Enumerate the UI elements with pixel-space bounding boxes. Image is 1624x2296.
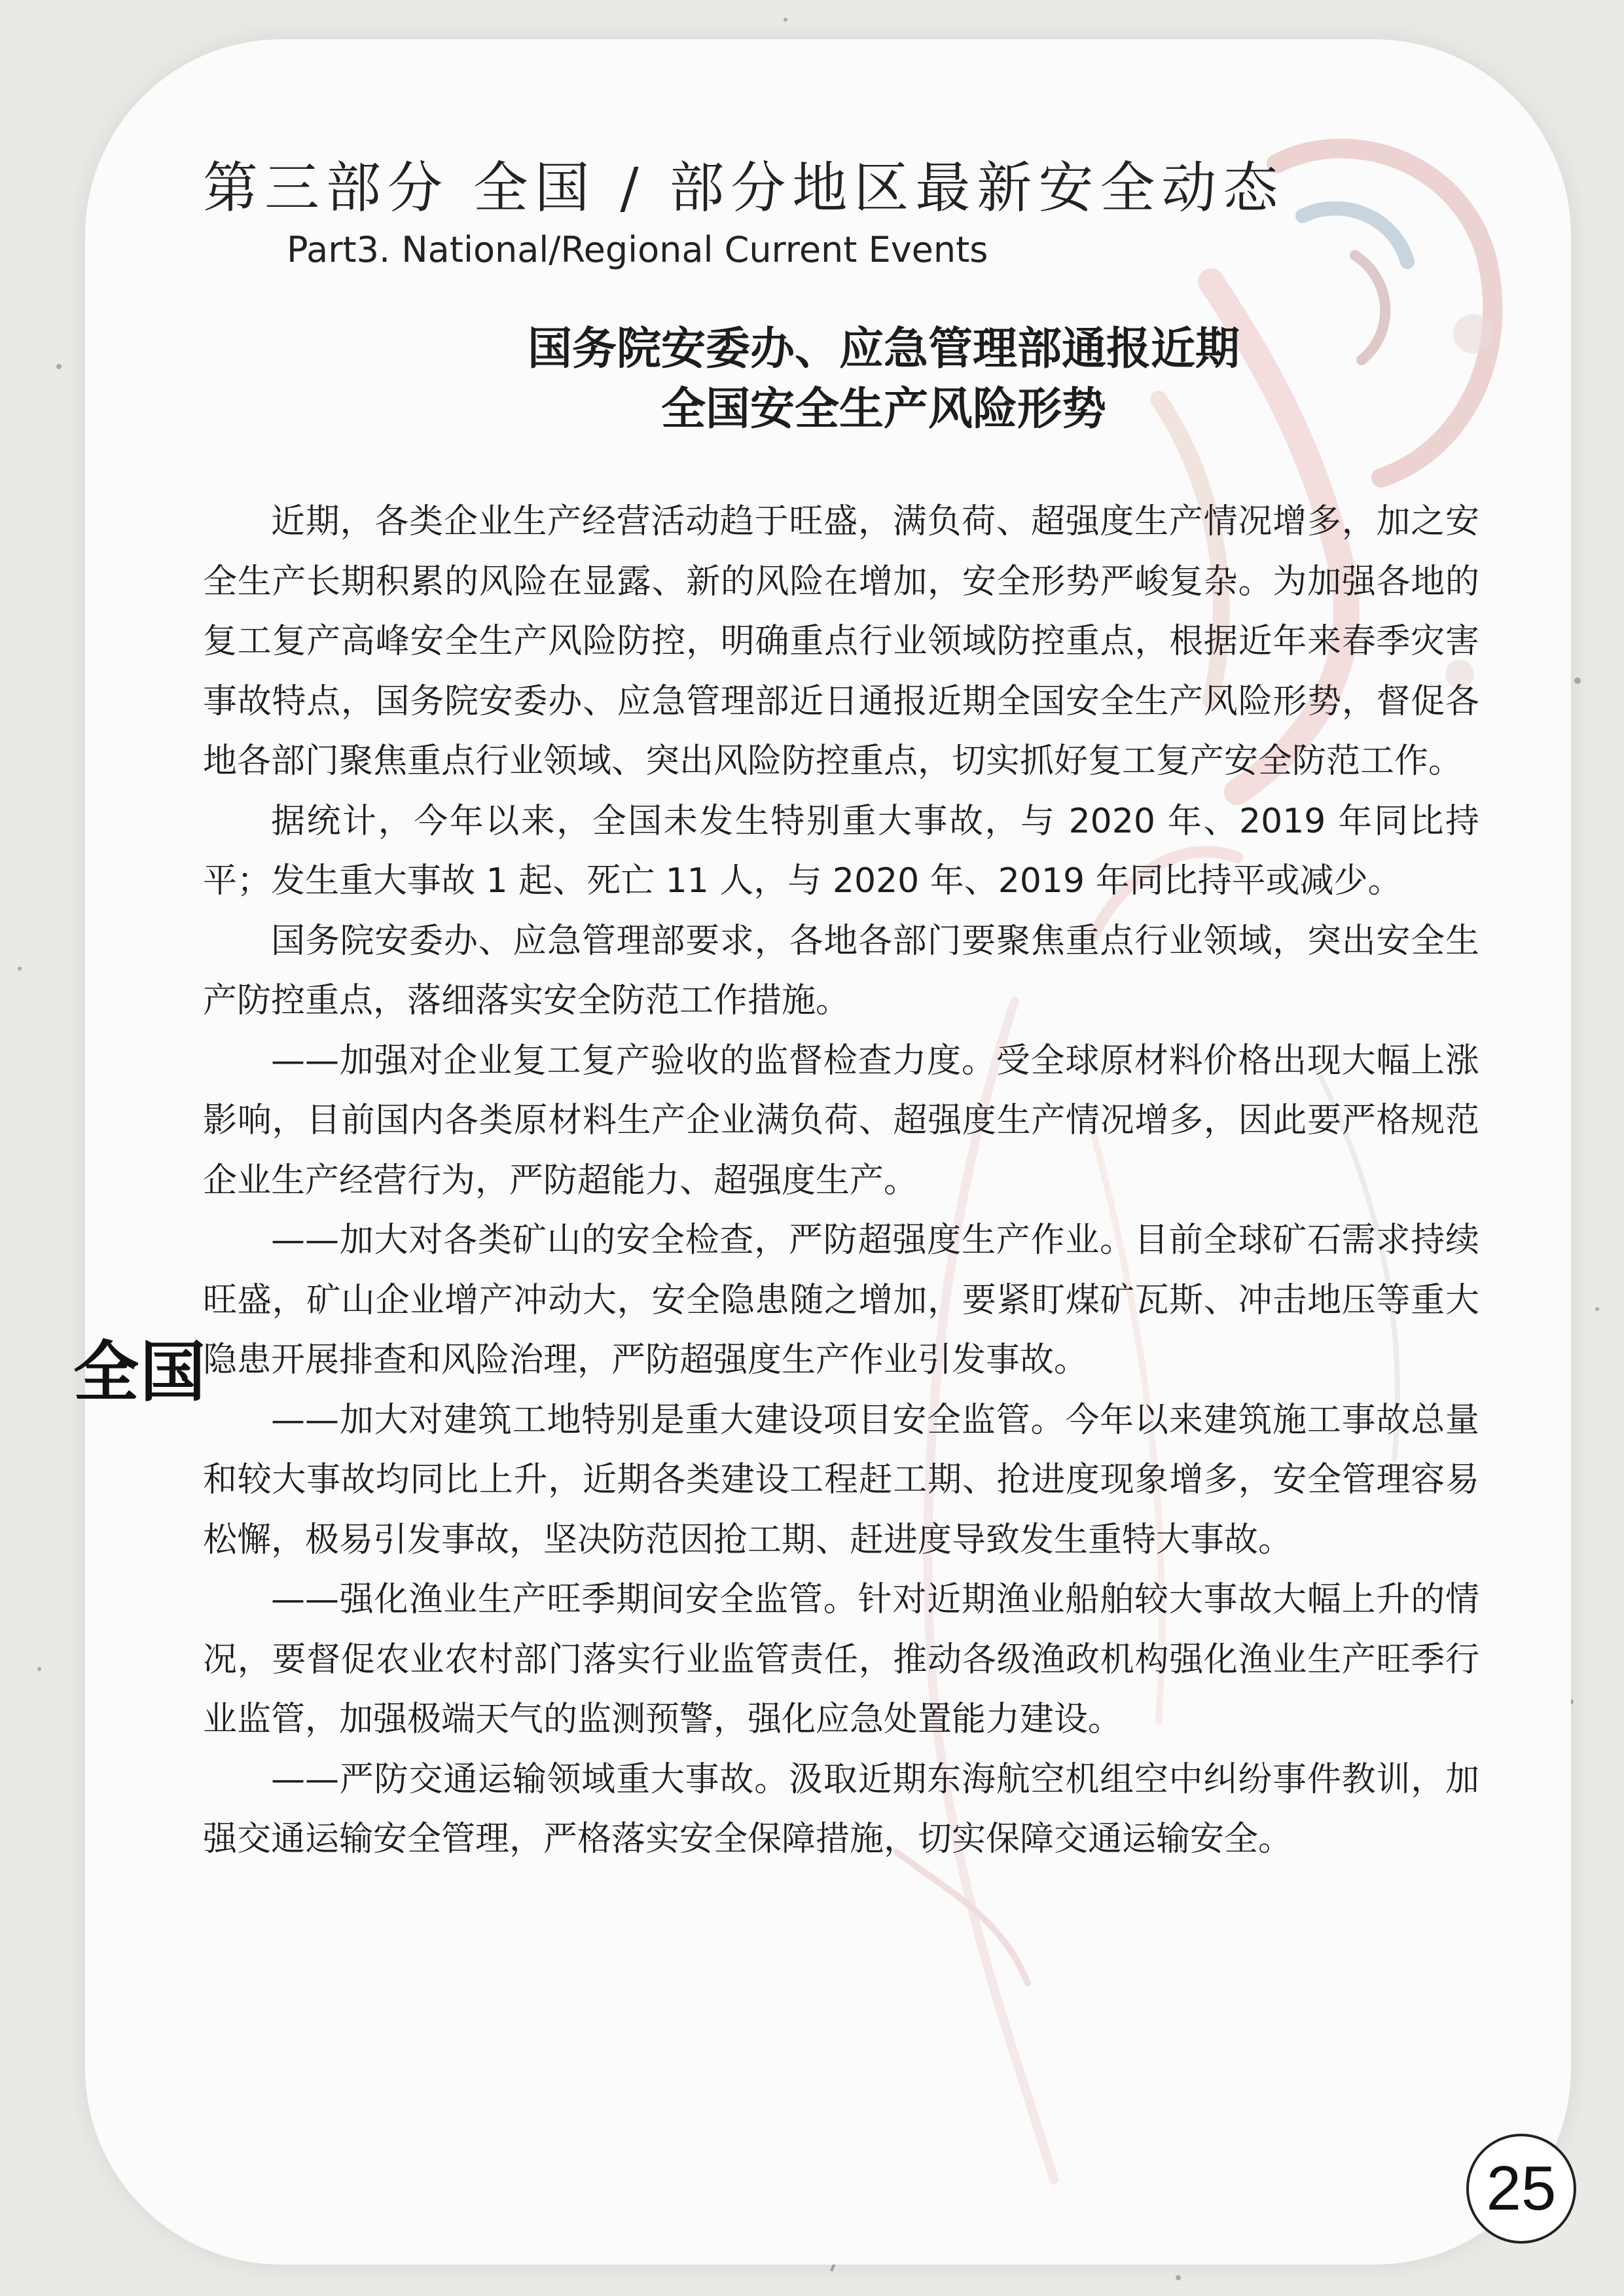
- paragraph: 近期，各类企业生产经营活动趋于旺盛，满负荷、超强度生产情况增多，加之安全生产长期积累的风险在显露、新的风险在增加，安全形势严峻复杂。为加强各地的复工复产高峰安全生产风险防控，明确重点行业领域防控重点，根据近年来春季灾害事故特点，国务院安委办、应急管理部近日通报近期全国安全生产风险形势，督促各地各部门聚焦重点行业领域、突出风险防控重点，切实抓好复工复产安全防范工作。: [203, 502, 1479, 781]
- paragraph: ——加大对建筑工地特别是重大建设项目安全监管。今年以来建筑施工事故总量和较大事故均同比上升，近期各类建设工程赶工期、抢进度现象增多，安全管理容易松懈，极易引发事故，坚决防范因抢工期、赶进度导致发生重特大事故。: [203, 1400, 1479, 1560]
- paragraph: ——严防交通运输领域重大事故。汲取近期东海航空机组空中纠纷事件教训，加强交通运输安全管理，严格落实安全保障措施，切实保障交通运输安全。: [203, 1759, 1479, 1859]
- article-body: [203, 492, 1479, 1870]
- section-side-label: 全国: [73, 1334, 207, 1410]
- part-subtitle: Part3. National/Regional Current Events: [287, 229, 988, 270]
- paragraph: 据统计，今年以来，全国未发生特别重大事故，与 2020 年、2019 年同比持平；发生重大事故 1 起、死亡 11 人，与 2020 年、2019 年同比持平或减少。: [203, 801, 1479, 901]
- paragraph: ——加大对各类矿山的安全检查，严防超强度生产作业。目前全球矿石需求持续旺盛，矿山企业增产冲动大，安全隐患随之增加，要紧盯煤矿瓦斯、冲击地压等重大隐患开展排查和风险治理，严防超强度生产作业引发事故。: [203, 1221, 1479, 1380]
- part-title: 第三部分 全国 / 部分地区最新安全动态: [203, 156, 1285, 220]
- paragraph: ——加强对企业复工复产验收的监督检查力度。受全球原材料价格出现大幅上涨影响，目前国内各类原材料生产企业满负荷、超强度生产情况增多，因此要严格规范企业生产经营行为，严防超能力、超强度生产。: [203, 1041, 1479, 1200]
- page-number: 25: [1466, 2134, 1576, 2244]
- article-title-line-1: 国务院安委办、应急管理部通报近期: [527, 323, 1240, 375]
- paragraph: 国务院安委办、应急管理部要求，各地各部门要聚焦重点行业领域，突出安全生产防控重点，落细落实安全防范工作措施。: [203, 921, 1479, 1020]
- article-title-line-2: 全国安全生产风险形势: [660, 384, 1106, 435]
- article-title: [445, 319, 1322, 440]
- paragraph: ——强化渔业生产旺季期间安全监管。针对近期渔业船舶较大事故大幅上升的情况，要督促农业农村部门落实行业监管责任，推动各级渔政机构强化渔业生产旺季行业监管，加强极端天气的监测预警，强化应急处置能力建设。: [203, 1580, 1479, 1739]
